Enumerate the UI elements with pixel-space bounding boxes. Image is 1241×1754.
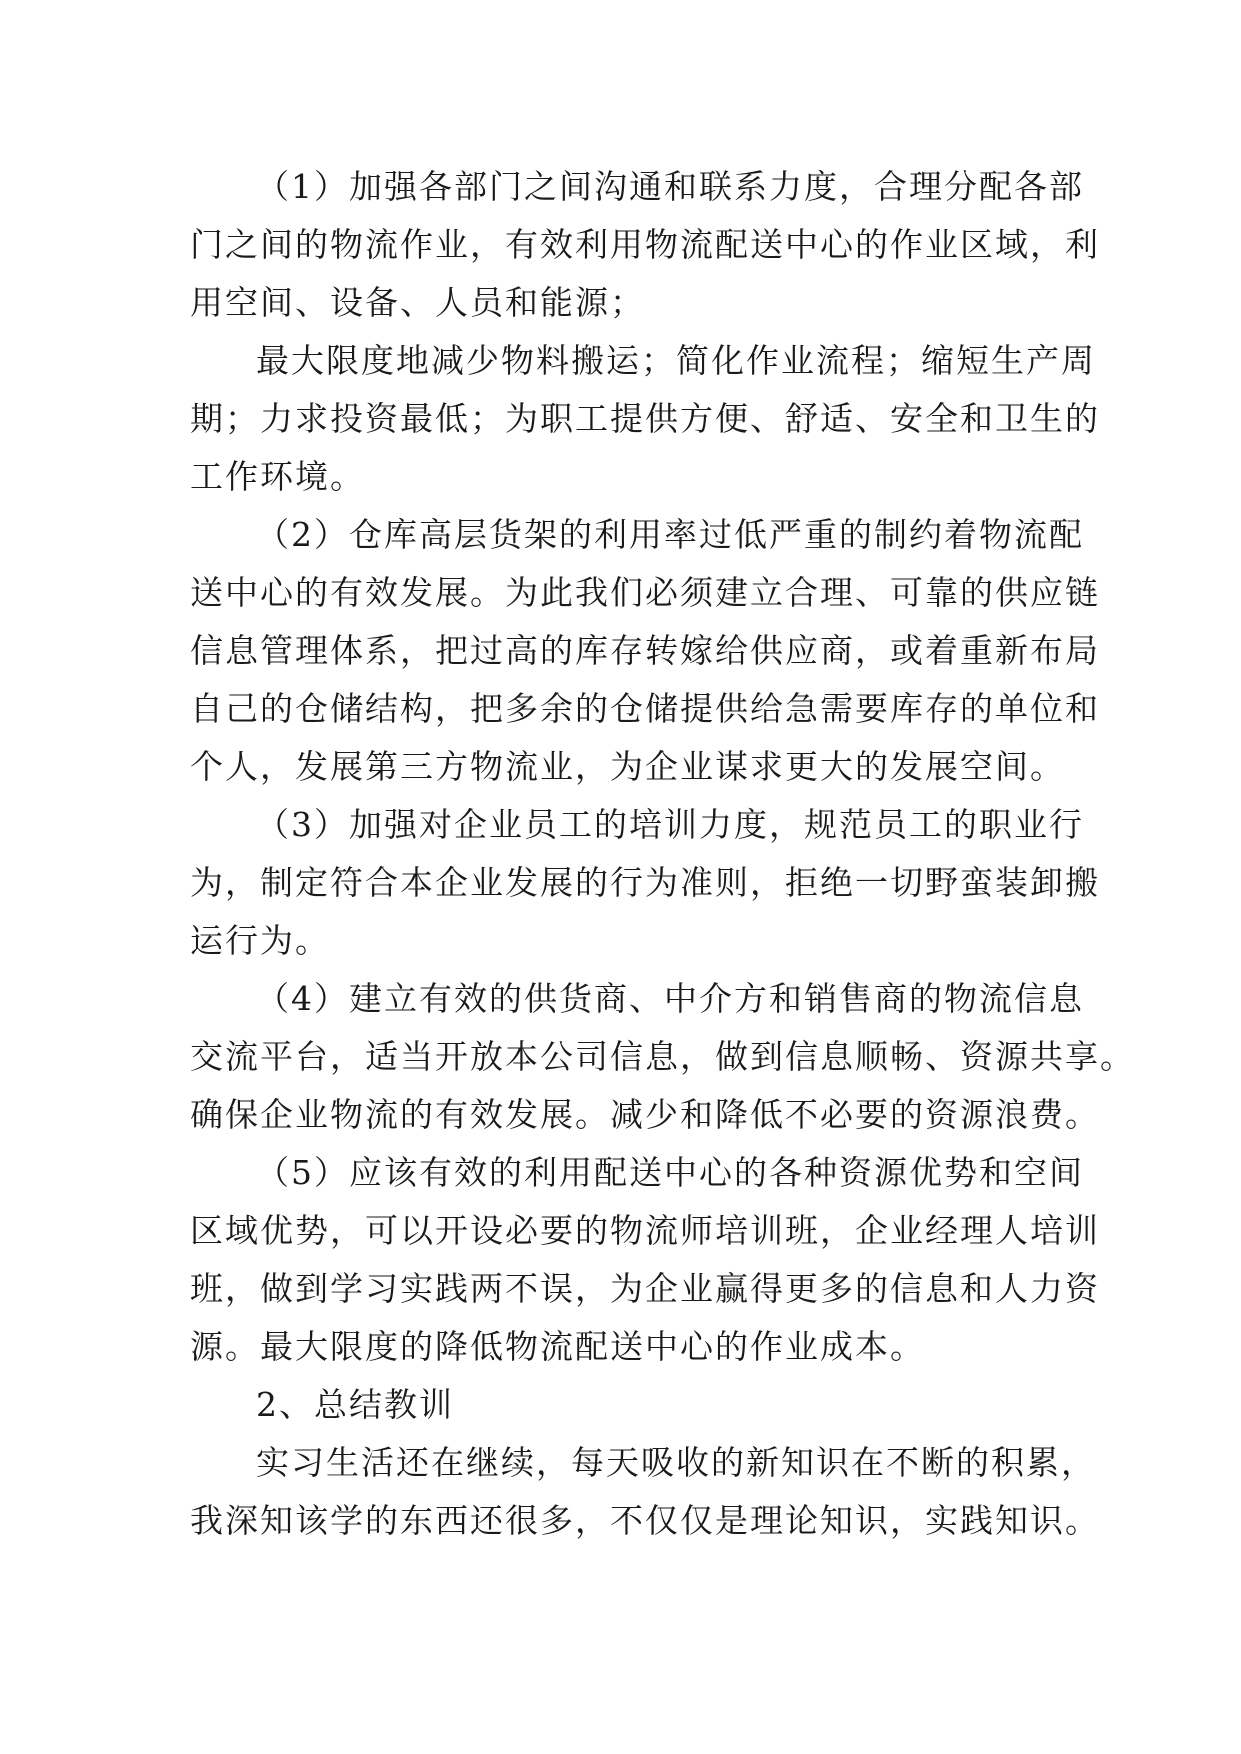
text-line: 实习生活还在继续，每天吸收的新知识在不断的积累， (256, 1443, 1096, 1482)
text-line: 用空间、设备、人员和能源； (190, 283, 645, 322)
text-line: 信息管理体系，把过高的库存转嫁给供应商，或着重新布局 (190, 631, 1100, 670)
text-line: 自己的仓储结构，把多余的仓储提供给急需要库存的单位和 (190, 689, 1100, 728)
text-line: 交流平台，适当开放本公司信息，做到信息顺畅、资源共享。 (190, 1037, 1135, 1076)
text-line: 为，制定符合本企业发展的行为准则，拒绝一切野蛮装卸搬 (190, 863, 1100, 902)
text-line: 班，做到学习实践两不误，为企业赢得更多的信息和人力资 (190, 1269, 1100, 1308)
text-line: （3）加强对企业员工的培训力度，规范员工的职业行 (256, 805, 1084, 844)
text-line: 工作环境。 (190, 457, 365, 496)
text-line: 门之间的物流作业，有效利用物流配送中心的作业区域，利 (190, 225, 1100, 264)
body-text (190, 158, 1135, 1550)
text-line: （2）仓库高层货架的利用率过低严重的制约着物流配 (256, 515, 1084, 554)
text-line: 期；力求投资最低；为职工提供方便、舒适、安全和卫生的 (190, 399, 1100, 438)
section-heading: 2、总结教训 (256, 1385, 454, 1424)
text-line: 区域优势，可以开设必要的物流师培训班，企业经理人培训 (190, 1211, 1100, 1250)
text-line: （1）加强各部门之间沟通和联系力度，合理分配各部 (256, 167, 1084, 206)
text-line: 个人，发展第三方物流业，为企业谋求更大的发展空间。 (190, 747, 1065, 786)
text-line: 源。最大限度的降低物流配送中心的作业成本。 (190, 1327, 925, 1366)
text-line: （4）建立有效的供货商、中介方和销售商的物流信息 (256, 979, 1084, 1018)
text-line: 送中心的有效发展。为此我们必须建立合理、可靠的供应链 (190, 573, 1100, 612)
text-line: 确保企业物流的有效发展。减少和降低不必要的资源浪费。 (190, 1095, 1100, 1134)
text-line: 最大限度地减少物料搬运；简化作业流程；缩短生产周 (256, 341, 1096, 380)
text-line: 我深知该学的东西还很多，不仅仅是理论知识，实践知识。 (190, 1501, 1100, 1540)
text-line: （5）应该有效的利用配送中心的各种资源优势和空间 (256, 1153, 1084, 1192)
text-line: 运行为。 (190, 921, 330, 960)
